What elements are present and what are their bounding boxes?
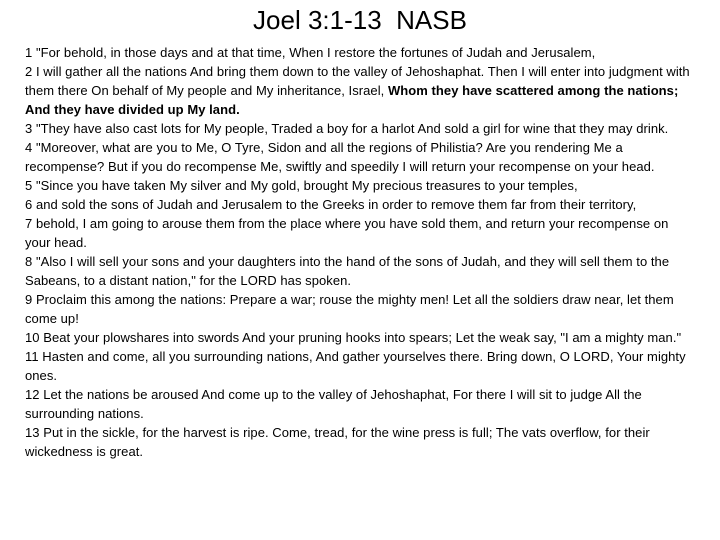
- verse-number: 1: [25, 45, 33, 60]
- verse-number: 10: [25, 330, 40, 345]
- verse-number: 4: [25, 140, 33, 155]
- verse-text: Put in the sickle, for the harvest is ripe. Come, tread, for the wine press is full; The vats overflow, for their wickedness is great.: [25, 425, 650, 459]
- verse-emphasis: Whom they have scattered among the nations; And they have divided up My land.: [25, 83, 679, 117]
- verse-3: [25, 119, 697, 138]
- scripture-passage: [25, 43, 697, 461]
- verse-number: 13: [25, 425, 40, 440]
- verse-text: "Also I will sell your sons and your daughters into the hand of the sons of Judah, and they will sell them to the Sabeans, to a distant nation," for the LORD has spoken.: [25, 254, 670, 288]
- verse-number: 7: [25, 216, 33, 231]
- verse-number: 9: [25, 292, 33, 307]
- verse-text: Let the nations be aroused And come up to the valley of Jehoshaphat, For there I will sit to judge All the surrounding nations.: [25, 387, 642, 421]
- verse-5: [25, 176, 697, 195]
- verse-text: "For behold, in those days and at that time, When I restore the fortunes of Judah and Jerusalem,: [32, 45, 596, 60]
- page-title: Joel 3:1-13 NASB: [253, 5, 467, 35]
- verse-text: "They have also cast lots for My people, Traded a boy for a harlot And sold a girl for wine that they may drink.: [32, 121, 669, 136]
- verse-number: 2: [25, 64, 33, 79]
- verse-2: [25, 62, 697, 119]
- verse-number: 3: [25, 121, 33, 136]
- verse-1: [25, 43, 697, 62]
- verse-number: 5: [25, 178, 33, 193]
- verse-11: [25, 347, 697, 385]
- verse-number: 12: [25, 387, 40, 402]
- verse-6: [25, 195, 697, 214]
- verse-text: I will gather all the nations And bring them down to the valley of Jehoshaphat. Then I will enter into judgment with them there On behalf of My people and My inheritance, Israel,: [25, 64, 690, 98]
- verse-9: [25, 290, 697, 328]
- verse-7: [25, 214, 697, 252]
- verse-text: and sold the sons of Judah and Jerusalem to the Greeks in order to remove them far from their territory,: [32, 197, 637, 212]
- verse-text: Hasten and come, all you surrounding nations, And gather yourselves there. Bring down, O LORD, Your mighty ones.: [25, 349, 686, 383]
- verse-text: Beat your plowshares into swords And your pruning hooks into spears; Let the weak say, "I am a mighty man.": [39, 330, 682, 345]
- verse-4: [25, 138, 697, 176]
- verse-number: 8: [25, 254, 33, 269]
- verse-10: [25, 328, 697, 347]
- verse-text: "Moreover, what are you to Me, O Tyre, Sidon and all the regions of Philistia? Are you rendering Me a recompense? But if you do recompense Me, swiftly and speedily I will return your recompense on your head.: [25, 140, 655, 174]
- verse-12: [25, 385, 697, 423]
- verse-text: behold, I am going to arouse them from the place where you have sold them, and return your recompense on your head.: [25, 216, 669, 250]
- verse-number: 6: [25, 197, 33, 212]
- verse-13: [25, 423, 697, 461]
- verse-8: [25, 252, 697, 290]
- verse-number: 11: [25, 349, 39, 364]
- verse-text: "Since you have taken My silver and My gold, brought My precious treasures to your temples,: [32, 178, 578, 193]
- verse-text: Proclaim this among the nations: Prepare a war; rouse the mighty men! Let all the soldiers draw near, let them come up!: [25, 292, 674, 326]
